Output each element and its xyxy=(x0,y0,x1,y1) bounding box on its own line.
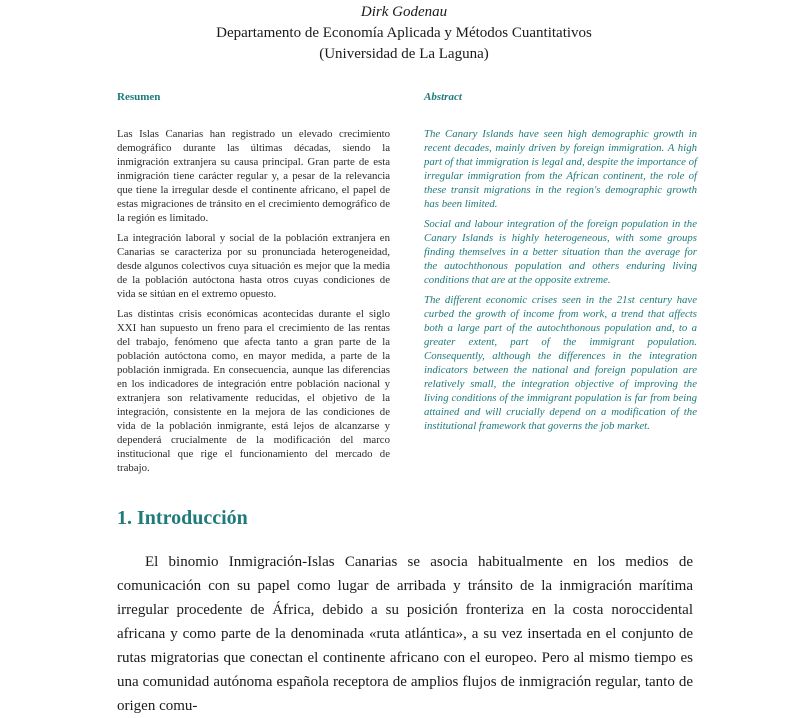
author-university: (Universidad de La Laguna) xyxy=(319,46,489,62)
abstract-paragraph: The Canary Islands have seen high demographic growth in recent decades, mainly driven by foreign immigration. A high part of that immigration is legal and, despite the importance of irregular immigration from the African continent, the role of these transit migrations in the region's demographic growth has been limited. xyxy=(424,128,697,210)
abstract-title: Abstract xyxy=(424,91,462,103)
resumen-title: Resumen xyxy=(117,91,161,103)
resumen-paragraph: La integración laboral y social de la población extranjera en Canarias se caracteriza por su pronunciada heterogeneidad, desde algunos colectivos cuya situación es mejor que la media de la población autóctona hasta otros cuyas condiciones de vida se sitúan en el extremo opuesto. xyxy=(117,232,390,300)
paper-header xyxy=(0,0,808,65)
author-name: Dirk Godenau xyxy=(360,4,448,20)
abstract-column xyxy=(424,127,697,439)
body-paragraph: El binomio Inmigración-Islas Canarias se asocia habitualmente en los medios de comunicación con su papel como lugar de arribada y tránsito de la inmigración marítima irregular procedente de África, debido a su posición fronteriza en la costa noroccidental africana y como parte de la denominada «ruta atlántica», a su vez insertada en el conjunto de rutas migratorias que conectan el continente africano con el europeo. Pero al mismo tiempo es una comunidad autónoma española receptora de amplios flujos de inmigración regular, tanto de origen comu- xyxy=(117,554,693,714)
author-department: Departamento de Economía Aplicada y Métodos Cuantitativos xyxy=(216,25,592,41)
resumen-paragraph: Las Islas Canarias han registrado un elevado crecimiento demográfico durante las últimas décadas, siendo la inmigración extranjera su causa principal. Gran parte de esta inmigración tiene carácter regular y, a pesar de la relevancia que tiene la irregular desde el continente africano, el papel de estas migraciones de tránsito en el crecimiento demográfico de la región es limitado. xyxy=(117,128,390,224)
resumen-column xyxy=(117,127,390,481)
abstract-paragraph: Social and labour integration of the foreign population in the Canary Islands is highly heterogeneous, with some groups finding themselves in a better situation than the average for the autochthonous population and others enduring living conditions that are at the opposite extreme. xyxy=(424,218,697,286)
section-body xyxy=(117,550,693,718)
abstract-paragraph: The different economic crises seen in the 21st century have curbed the growth of income from work, a trend that affects both a large part of the autochthonous population and, to a greater extent, part of the immigrant population. Consequently, although the differences in the integration indicators between the national and foreign population are relatively small, the integration objective of improving the living conditions of the immigrant population is far from being attained and will crucially depend on a modification of the institutional framework that governs the job market. xyxy=(424,294,697,432)
resumen-paragraph: Las distintas crisis económicas acontecidas durante el siglo XXI han supuesto un freno para el crecimiento de las rentas del trabajo, fenómeno que afecta tanto a gran parte de la población autóctona como, en mayor medida, a parte de la población inmigrada. En consecuencia, aunque las diferencias en los indicadores de integración entre población nacional y extranjera son relativamente reducidas, el objetivo de la integración, consistente en la mejora de las condiciones de vida de la población inmigrante, está lejos de alcanzarse y dependerá crucialmente de la modificación del marco institucional que rige el funcionamiento del mercado de trabajo. xyxy=(117,308,390,474)
section-heading: 1. Introducción xyxy=(117,507,248,529)
